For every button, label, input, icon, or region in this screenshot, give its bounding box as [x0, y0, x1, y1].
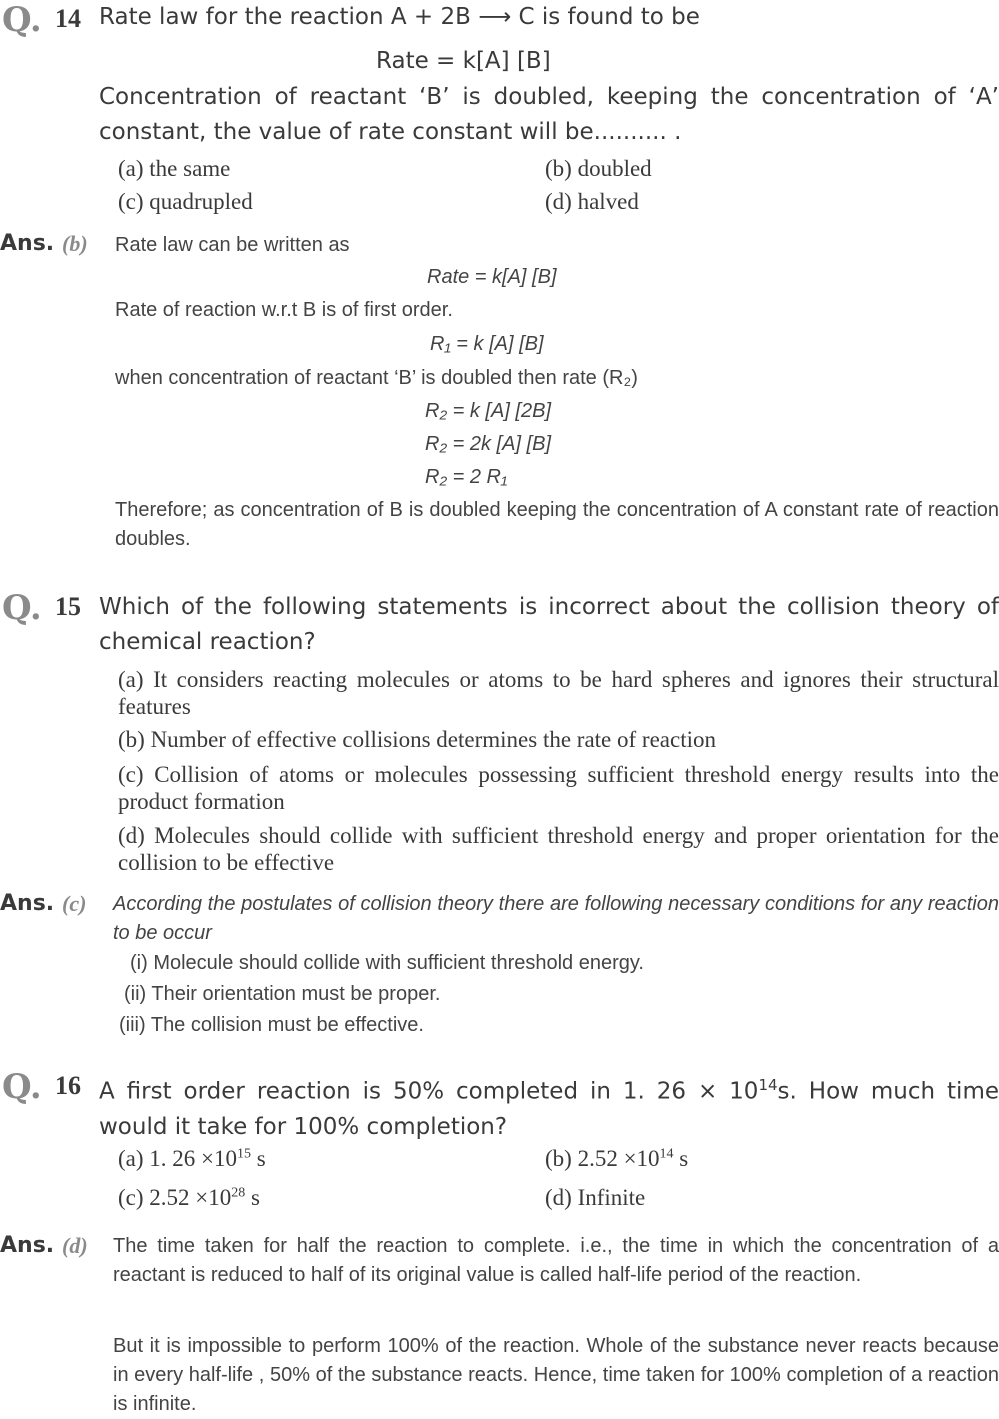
- answer-conclusion: Therefore; as concentration of B is doubled keeping the concentration of A constant rate of reaction doubles.: [115, 499, 999, 550]
- answer-label: Ans.: [0, 231, 55, 256]
- answer-point: (i) Molecule should collide with sufficient threshold energy.: [130, 952, 644, 974]
- option-b-exp: 14: [659, 1146, 674, 1162]
- rate-equation: Rate = k[A] [B]: [376, 48, 551, 74]
- question-stem-continued: Concentration of reactant ‘B’ is doubled, keeping the concentration of ‘A’ constant, the value of rate constant will be.......... .: [99, 84, 999, 145]
- question-marker: Q.: [2, 0, 42, 40]
- stem-text: A first order reaction is 50% completed in 1. 26 × 10: [99, 1078, 759, 1105]
- option-b-base: (b) 2.52 ×10: [545, 1146, 660, 1171]
- option-d: (d) halved: [545, 189, 639, 214]
- option-c: (c) Collision of atoms or molecules possessing sufficient threshold energy results into the product formation: [118, 762, 999, 814]
- option-a-base: (a) 1. 26 ×10: [118, 1146, 237, 1171]
- answer-point: (iii) The collision must be effective.: [119, 1014, 424, 1036]
- answer-letter: (b): [62, 231, 88, 256]
- answer-letter: (c): [62, 891, 87, 916]
- question-marker: Q.: [2, 1067, 42, 1107]
- option-a: [118, 1146, 266, 1172]
- option-a: (a) the same: [118, 156, 231, 181]
- question-number: 14: [55, 4, 81, 33]
- answer-point: (ii) Their orientation must be proper.: [124, 983, 441, 1005]
- question-stem: Rate law for the reaction A + 2B ⟶ C is found to be: [99, 4, 700, 30]
- option-c-base: (c) 2.52 ×10: [118, 1185, 232, 1210]
- option-b-unit: s: [679, 1146, 689, 1171]
- answer-text: when concentration of reactant ‘B’ is doubled then rate (R₂): [115, 367, 638, 389]
- option-d: (d) Molecules should collide with sufficient threshold energy and proper orientation for the collision to be effective: [118, 823, 999, 875]
- option-c-unit: s: [251, 1185, 260, 1210]
- stem-text: s. How much time would it take for 100% completion?: [99, 1078, 999, 1140]
- answer-text: Rate of reaction w.r.t B is of first order.: [115, 299, 453, 321]
- question-marker: Q.: [2, 588, 42, 628]
- equation: R₂ = k [A] [2B]: [425, 400, 552, 422]
- answer-label: Ans.: [0, 1233, 55, 1258]
- option-a-exp: 15: [237, 1146, 251, 1162]
- answer-paragraph: The time taken for half the reaction to complete. i.e., the time in which the concentration of a reactant is reduced to half of its original value is called half-life period of the reaction.: [113, 1235, 999, 1286]
- equation: R₂ = 2k [A] [B]: [425, 433, 552, 455]
- equation: R₁ = k [A] [B]: [430, 333, 544, 355]
- question-number: 15: [55, 592, 81, 621]
- option-a-unit: s: [256, 1146, 266, 1171]
- question-number: 16: [55, 1071, 81, 1100]
- option-a: (a) It considers reacting molecules or atoms to be hard spheres and ignores their structural features: [118, 667, 999, 719]
- option-b: [545, 1146, 688, 1172]
- option-b: (b) doubled: [545, 156, 652, 181]
- question-stem: [99, 1068, 999, 1145]
- answer-letter: (d): [62, 1233, 88, 1258]
- answer-label: Ans.: [0, 891, 55, 916]
- option-c-exp: 28: [231, 1185, 246, 1201]
- equation: Rate = k[A] [B]: [427, 266, 557, 288]
- answer-paragraph: But it is impossible to perform 100% of the reaction. Whole of the substance never reacts because in every half-life , 50% of the substance reacts. Hence, time taken for 100% completion of a reaction is infinite.: [113, 1335, 999, 1415]
- option-c: (c) quadrupled: [118, 189, 253, 214]
- stem-exponent: 14: [758, 1076, 778, 1094]
- question-stem: Which of the following statements is incorrect about the collision theory of chemical reaction?: [99, 594, 999, 655]
- option-c: [118, 1185, 260, 1211]
- option-b: (b) Number of effective collisions determines the rate of reaction: [118, 727, 716, 752]
- equation: R₂ = 2 R₁: [425, 466, 508, 488]
- answer-text: Rate law can be written as: [115, 234, 350, 256]
- answer-intro: According the postulates of collision theory there are following necessary conditions for any reaction to be occur: [113, 893, 999, 944]
- option-d: (d) Infinite: [545, 1185, 646, 1210]
